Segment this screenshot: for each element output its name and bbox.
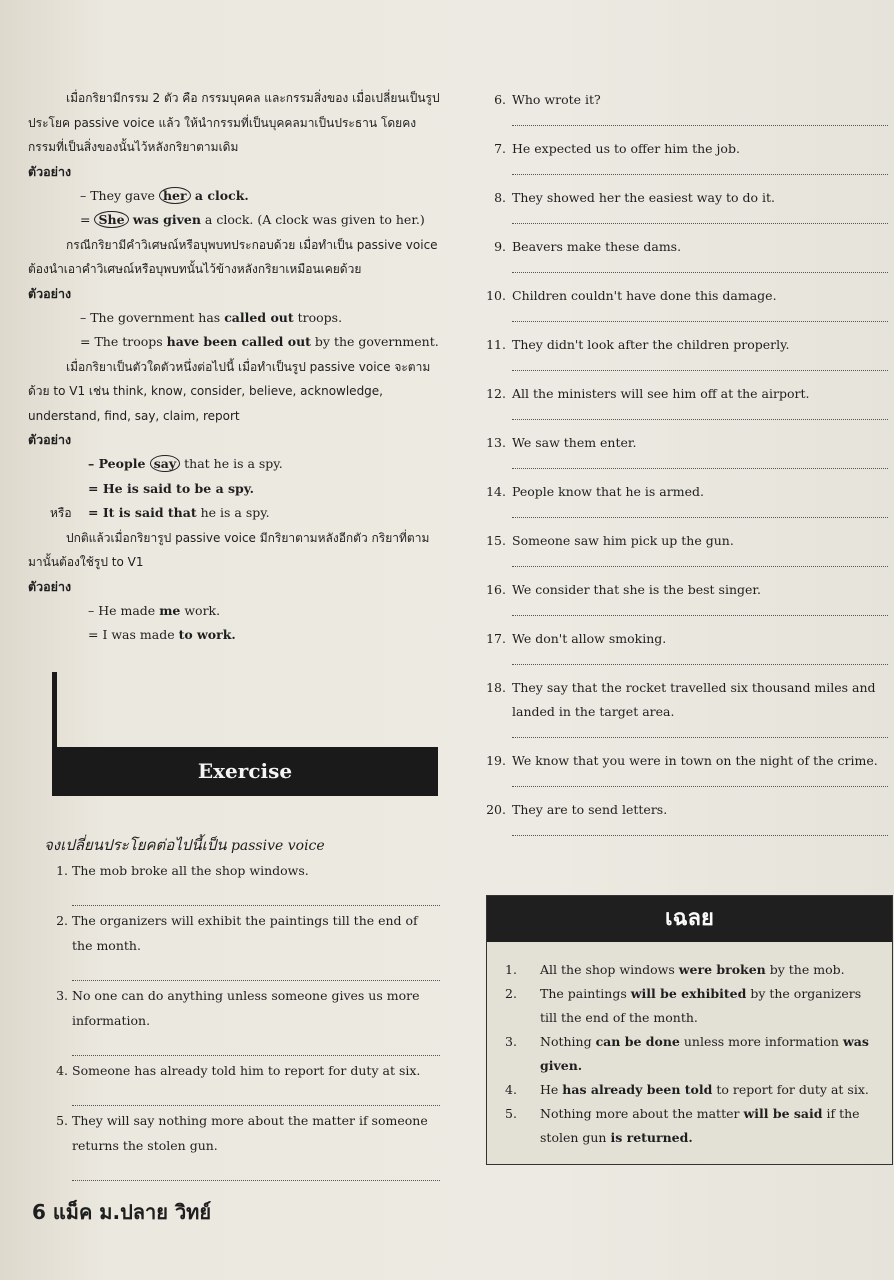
answer-line[interactable] [512,357,888,371]
questions-right [484,88,888,847]
answer-line[interactable] [512,455,888,469]
question-number: 9. [494,239,506,254]
answer-line[interactable] [72,883,440,906]
question-item [484,137,888,175]
example-3b: = He is said to be a spy. [88,480,254,496]
answer-line[interactable] [512,112,888,126]
question-number: 7. [494,141,506,156]
grammar-section [28,86,440,648]
question-number: 8. [494,190,506,205]
question-item [484,284,888,322]
question-text: Someone saw him pick up the gun. [512,533,734,548]
answer-line[interactable] [72,1083,440,1106]
answer-item [505,1078,872,1102]
question-item [484,186,888,224]
paragraph-2: กรณีกริยามีคำวิเศษณ์หรือบุพบทประกอบด้วย เมื่อทำเป็น passive voice ต้องนำเอาคำวิเศษณ์หรือบุพบทนั้นไว้ข้างหลังกริยาเหมือนเคยด้วย [28,237,438,276]
question-item: 1. The mob broke all the shop windows. [46,858,440,906]
question-number: 15. [486,533,506,548]
question-item [484,676,888,738]
example-1a: – They gave her a clock. [80,187,249,203]
question-item: 5. They will say nothing more about the matter if someone returns the stolen gun. [46,1108,440,1181]
answer-item [505,958,872,982]
question-text: Who wrote it? [512,92,601,107]
question-item: 3. No one can do anything unless someone gives us more information. [46,983,440,1056]
answer-line[interactable] [512,553,888,567]
question-text: They showed her the easiest way to do it. [512,190,776,205]
question-number: 13. [486,435,506,450]
question-number: 12. [486,386,506,401]
exercise-heading: Exercise [52,747,438,796]
question-item [484,529,888,567]
question-number: 18. [486,680,506,695]
answer-line[interactable] [72,1033,440,1056]
circled-word: say [150,455,180,472]
question-item [484,235,888,273]
question-text: We saw them enter. [512,435,637,450]
question-text: They didn't look after the children properly. [512,337,790,352]
answer-text: The paintings will be exhibited by the organizers till the end of the month. [540,986,862,1025]
question-number: 10. [486,288,506,303]
decorative-bar [52,672,57,752]
question-number: 20. [486,802,506,817]
answer-line[interactable] [512,308,888,322]
answer-line[interactable] [512,161,888,175]
answer-box [486,895,893,1165]
paragraph-3: เมื่อกริยาเป็นตัวใดตัวหนึ่งต่อไปนี้ เมื่อทำเป็นรูป passive voice จะตามด้วย to V1 เช่น think, know, consider, believe, acknowledge, understand, find, say, claim, report [28,359,431,423]
circled-word: her [159,187,191,204]
question-number: 19. [486,753,506,768]
question-item [484,798,888,836]
answer-line[interactable] [512,773,888,787]
page-footer: 6 แม็ค ม.ปลาย วิทย์ [32,1200,212,1224]
answer-line[interactable] [512,406,888,420]
example-label: ตัวอย่าง [28,285,72,301]
question-item [484,88,888,126]
paragraph-4: ปกติแล้วเมื่อกริยารูป passive voice มีกริยาตามหลังอีกตัว กริยาที่ตามมานั้นต้องใช้รูป to V1 [28,530,430,569]
question-item [484,578,888,616]
circled-word: She [94,211,128,228]
answer-item [505,1102,872,1150]
answer-list [487,942,892,1150]
question-item: 4. Someone has already told him to report for duty at six. [46,1058,440,1106]
answer-line[interactable] [512,210,888,224]
question-number: 17. [486,631,506,646]
answer-line[interactable] [512,651,888,665]
example-2b: = The troops have been called out by the government. [80,334,439,349]
question-text: They are to send letters. [512,802,668,817]
answer-number: 3. [505,1034,517,1049]
example-label: ตัวอย่าง [28,432,72,447]
question-item [484,333,888,371]
answer-line[interactable] [72,958,440,981]
question-text: We consider that she is the best singer. [512,582,761,597]
question-item [484,749,888,787]
answer-item [505,982,872,1030]
question-item: 2. The organizers will exhibit the paintings till the end of the month. [46,908,440,981]
example-3c: หรือ = It is said that he is a spy. [50,505,270,520]
example-4b: = I was made to work. [88,627,236,642]
example-2a: – The government has called out troops. [80,309,343,325]
answer-text: He has already been told to report for duty at six. [540,1082,869,1097]
question-item [484,431,888,469]
question-item [484,382,888,420]
answer-number: 2. [505,986,517,1001]
question-item [484,480,888,518]
question-number: 6. [494,92,506,107]
answer-line[interactable] [72,1158,440,1181]
instruction: จงเปลี่ยนประโยคต่อไปนี้เป็น passive voice [44,836,325,854]
question-number: 14. [486,484,506,499]
answer-line[interactable] [512,822,888,836]
example-1b: = She was given a clock. (A clock was given to her.) [80,212,425,227]
example-4a: – He made me work. [88,602,221,618]
question-item [484,627,888,665]
question-text: Children couldn't have done this damage. [512,288,777,303]
question-number: 11. [486,337,506,352]
question-text: People know that he is armed. [512,484,704,499]
question-text: They say that the rocket travelled six thousand miles and landed in the target area. [512,680,876,719]
questions-left [46,858,440,1183]
answer-item [505,1030,872,1078]
question-text: Beavers make these dams. [512,239,682,254]
answer-number: 5. [505,1106,517,1121]
answer-line[interactable] [512,504,888,518]
question-text: All the ministers will see him off at the airport. [512,386,810,401]
answer-number: 1. [505,962,517,977]
question-number: 16. [486,582,506,597]
question-text: We don't allow smoking. [512,631,667,646]
answer-text: All the shop windows were broken by the mob. [540,962,845,977]
question-text: He expected us to offer him the job. [512,141,740,156]
question-text: We know that you were in town on the night of the crime. [512,753,878,768]
answer-line[interactable] [512,259,888,273]
answer-number: 4. [505,1082,517,1097]
example-3a: – People say that he is a spy. [88,456,283,471]
example-label: ตัวอย่าง [28,578,72,594]
answer-text: Nothing can be done unless more information was given. [540,1034,869,1073]
answer-heading: เฉลย [487,896,892,942]
intro-paragraph: เมื่อกริยามีกรรม 2 ตัว คือ กรรมบุคคล และกรรมสิ่งของ เมื่อเปลี่ยนเป็นรูปประโยค passive voice แล้ว ให้นำกรรมที่เป็นบุคคลมาเป็นประธาน โดยคงกรรมที่เป็นสิ่งของนั้นไว้หลังกริยาตามเดิม [28,91,440,154]
answer-text: Nothing more about the matter will be said if the stolen gun is returned. [540,1106,860,1145]
example-label: ตัวอย่าง [28,163,72,179]
answer-line[interactable] [512,724,888,738]
answer-line[interactable] [512,602,888,616]
